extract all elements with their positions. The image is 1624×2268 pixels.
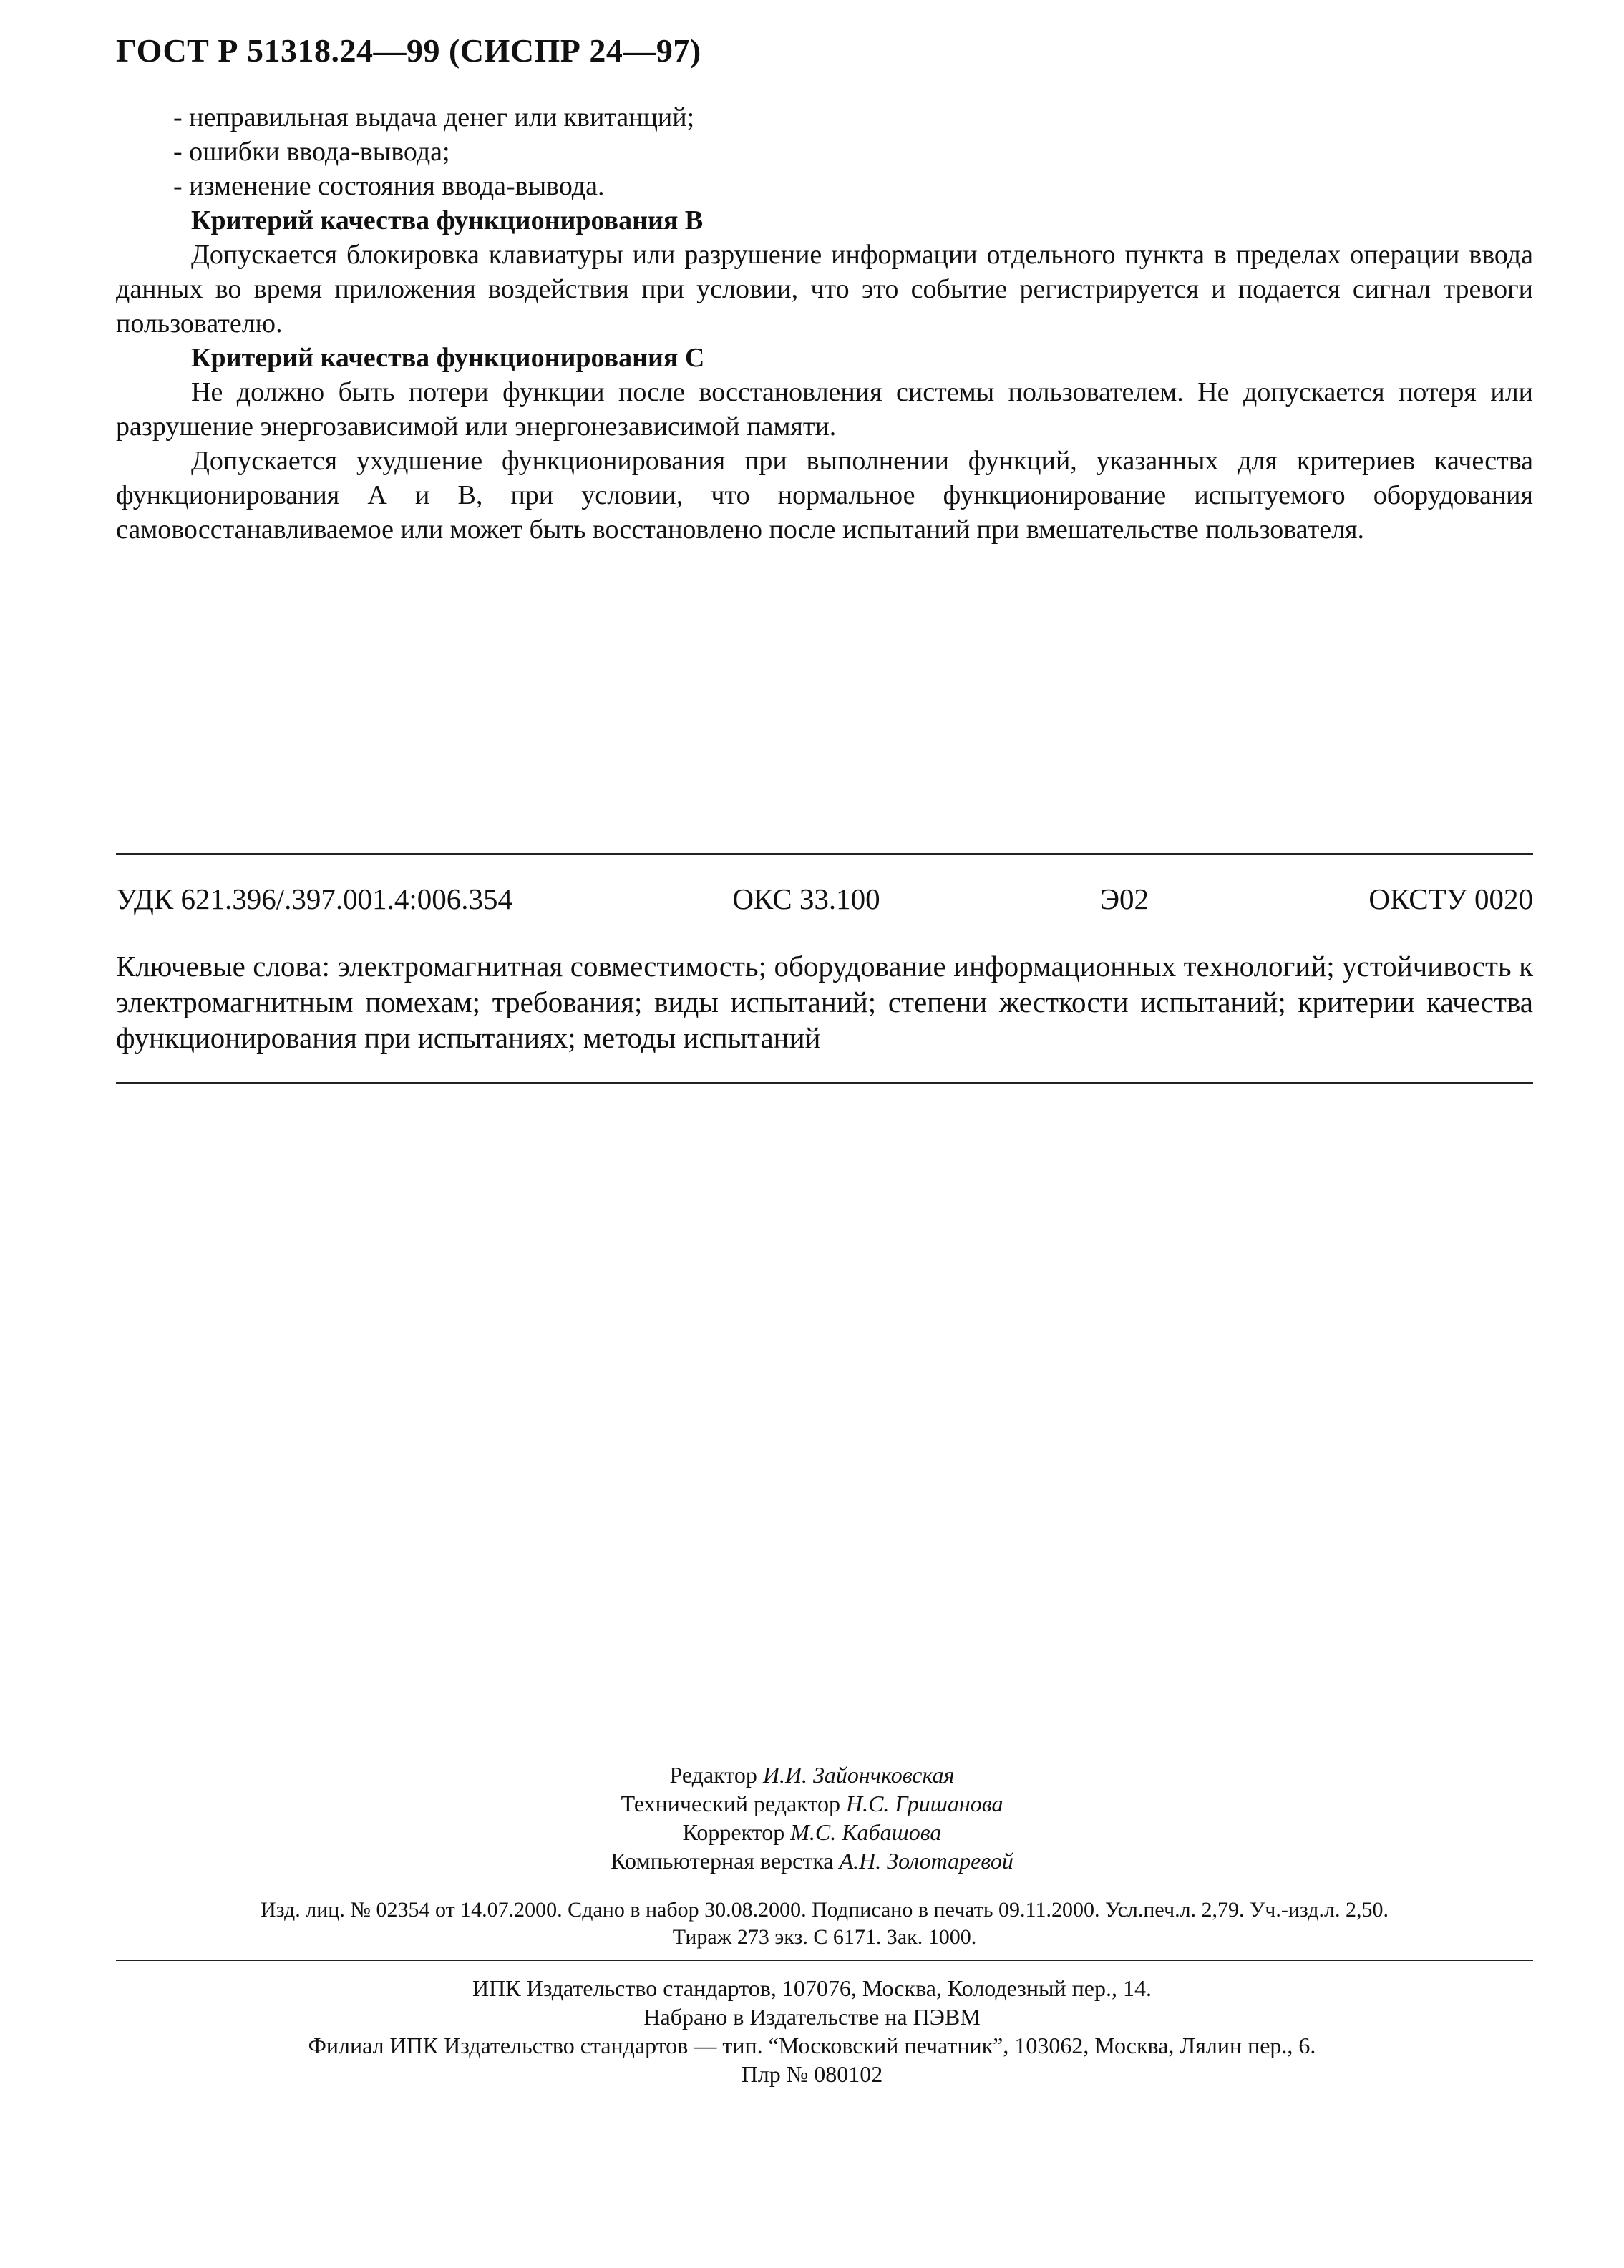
bottom-divider bbox=[116, 1082, 1533, 1084]
keywords: Ключевые слова: электромагнитная совместимость; оборудование информационных технологий; устойчивость к электромагнитным помехам; требования; виды испытаний; степени жесткости испытаний; критерии качества функционирования при испытаниях; методы испытаний bbox=[116, 950, 1533, 1054]
credit-role: Технический редактор bbox=[621, 1791, 840, 1816]
credit-name: И.И. Зайончковская bbox=[762, 1762, 955, 1788]
imprint-divider bbox=[116, 1960, 1533, 1961]
publisher-line: Плр № 080102 bbox=[741, 2061, 883, 2087]
credit-editor bbox=[0, 1761, 1624, 1789]
publisher-line: Набрано в Издательстве на ПЭВМ bbox=[643, 2004, 981, 2030]
top-divider bbox=[116, 853, 1533, 855]
imprint-line: Тираж 273 экз. С 6171. Зак. 1000. bbox=[672, 1925, 977, 1949]
main-text bbox=[116, 100, 1533, 547]
credit-name: М.С. Кабашова bbox=[790, 1819, 942, 1845]
publisher-line: Филиал ИПК Издательство стандартов — тип. “Московский печатник”, 103062, Москва, Лялин пер., 6. bbox=[308, 2033, 1316, 2058]
publisher-info bbox=[0, 1974, 1624, 2088]
list-item: - изменение состояния ввода-вывода. bbox=[173, 171, 605, 201]
credits bbox=[0, 1761, 1624, 1875]
list-item: - ошибки ввода-вывода; bbox=[173, 137, 450, 167]
page-header: ГОСТ Р 51318.24—99 (СИСПР 24—97) bbox=[116, 32, 701, 69]
group-code: Э02 bbox=[1099, 882, 1149, 915]
publisher-line: ИПК Издательство стандартов, 107076, Москва, Колодезный пер., 14. bbox=[472, 1975, 1152, 2001]
criterion-b-heading: Критерий качества функционирования В bbox=[191, 205, 704, 235]
credit-name: А.Н. Золотаревой bbox=[839, 1848, 1013, 1874]
imprint bbox=[116, 1897, 1533, 1951]
list-item: - неправильная выдача денег или квитанций; bbox=[173, 102, 695, 132]
credit-tech-editor bbox=[0, 1789, 1624, 1818]
credit-layout bbox=[0, 1846, 1624, 1875]
okstu-code: ОКСТУ 0020 bbox=[1368, 882, 1533, 915]
credit-role: Редактор bbox=[669, 1762, 757, 1788]
credit-name: Н.С. Гришанова bbox=[845, 1791, 1003, 1816]
criterion-c-heading: Критерий качества функционирования С bbox=[191, 343, 705, 373]
udk-code: УДК 621.396/.397.001.4:006.354 bbox=[116, 882, 512, 915]
credit-role: Корректор bbox=[682, 1819, 785, 1845]
criterion-c-text: Не должно быть потери функции после восстановления системы пользователем. Не допускается потеря или разрушение энергозависимой или энергонезависимой памяти. bbox=[116, 377, 1533, 442]
degradation-paragraph: Допускается ухудшение функционирования при выполнении функций, указанных для критериев качества функционирования А и В, при условии, что нормальное функционирование испытуемого оборудования самовосстанавливаемое или может быть восстановлено после испытаний при вмешательстве пользователя. bbox=[116, 446, 1533, 545]
credit-corrector bbox=[0, 1818, 1624, 1846]
credit-role: Компьютерная верстка bbox=[611, 1848, 834, 1874]
oks-code: ОКС 33.100 bbox=[732, 882, 880, 915]
imprint-line: Изд. лиц. № 02354 от 14.07.2000. Сдано в набор 30.08.2000. Подписано в печать 09.11.2000. Усл.печ.л. 2,79. Уч.-изд.л. 2,50. bbox=[261, 1898, 1389, 1922]
classification-row bbox=[116, 882, 1533, 916]
criterion-b-text: Допускается блокировка клавиатуры или разрушение информации отдельного пункта в пределах операции ввода данных во время приложения воздействия при условии, что это событие регистрируется и подается сигнал тревоги пользователю. bbox=[116, 240, 1533, 339]
